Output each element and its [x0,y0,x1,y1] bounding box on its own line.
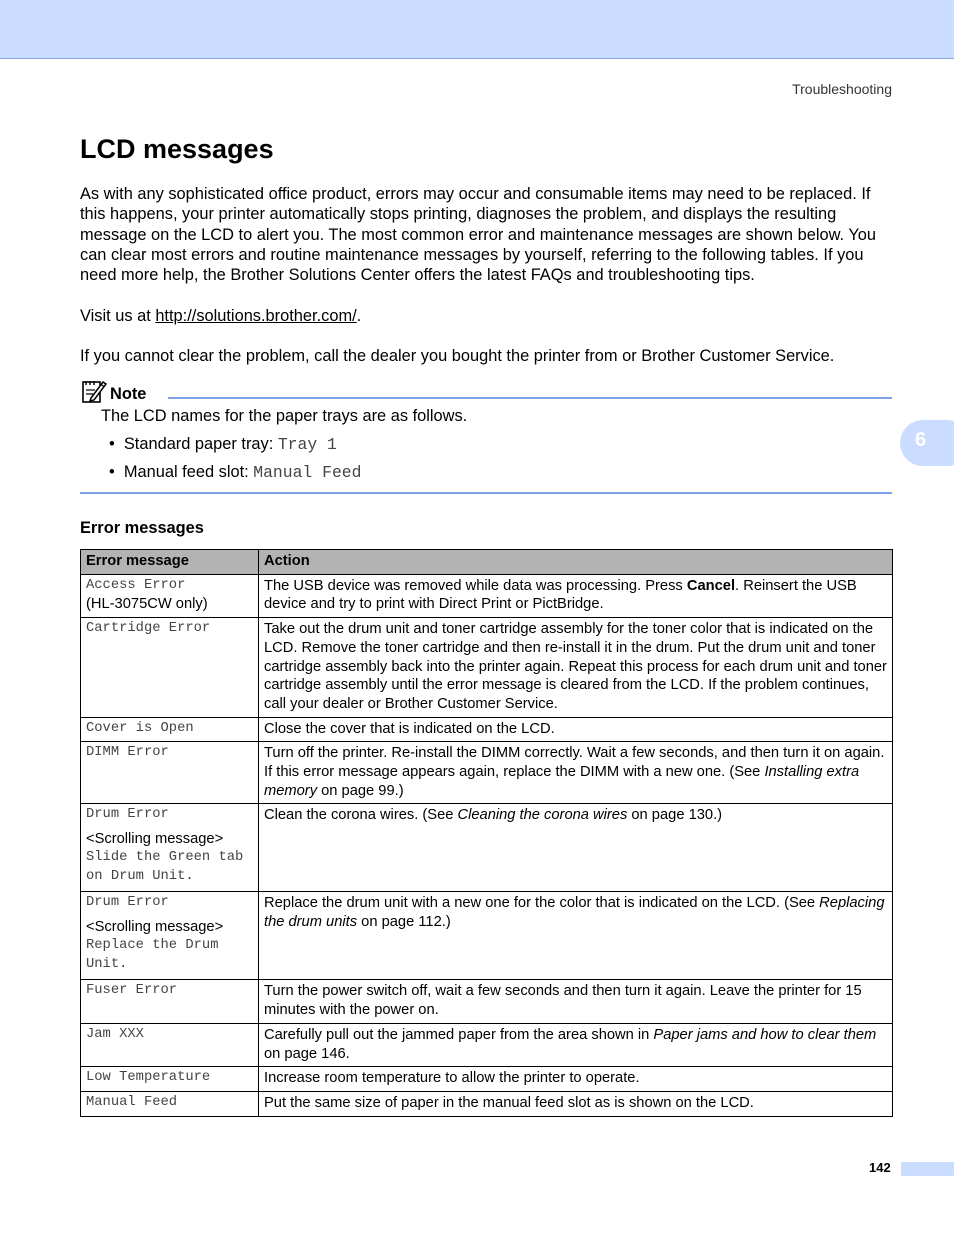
table-row [81,1023,893,1066]
table-row [81,717,893,742]
action-cell: Take out the drum unit and toner cartridge assembly for the toner color that is indicated on the LCD. Remove the toner cartridge and then re-install it in the drum. Put the drum unit and toner cartridge assembly back into the printer again. Repeat this process for each drum unit and toner cartridge assembly until the error message is cleared from the LCD. If the problem continues, call your dealer or Brother Customer Service. [259,618,893,718]
error-code: Drum Error [86,895,169,911]
note-label: Note [110,385,147,403]
table-row [81,742,893,804]
chapter-number: 6 [915,429,927,451]
table-row [81,618,893,718]
action-cell [259,742,893,804]
section-heading: Error messages [80,519,204,537]
page-number-bar [901,1162,954,1176]
error-cell [81,892,259,980]
page-title: LCD messages [80,134,274,164]
table-row [81,892,893,980]
bullet-standard-tray: • Standard paper tray: Tray 1 [109,435,337,454]
error-cell [81,1091,259,1116]
table-header-row [81,550,893,575]
error-code: DIMM Error [86,745,169,761]
action-text: on page 112.) [357,914,451,931]
cross-reference[interactable]: Replacing the drum units [264,895,885,931]
scrolling-label: <Scrolling message> [86,919,224,936]
error-cell [81,742,259,804]
cross-reference[interactable]: Installing extra memory [264,764,860,799]
error-note: (HL-3075CW only) [86,596,208,613]
error-code: Fuser Error [86,983,178,999]
action-text: The USB device was removed while data was processing. Press [264,577,687,594]
error-code: Cartridge Error [86,621,211,637]
visit-suffix: . [356,307,362,325]
action-cell [259,804,893,892]
scrolling-message: Slide the Green tab on Drum Unit. [86,849,244,884]
column-header: Action [259,550,893,575]
action-cell: Close the cover that is indicated on the LCD. [259,717,893,742]
error-cell [81,980,259,1023]
error-code: Jam XXX [86,1026,144,1042]
action-text: Carefully pull out the jammed paper from the area shown in [264,1026,654,1043]
table-row [81,804,893,892]
error-cell [81,618,259,718]
action-text: Clean the corona wires. (See [264,807,458,824]
cross-reference[interactable]: Paper jams and how to clear them [653,1026,877,1043]
error-cell [81,804,259,892]
intro-paragraph: As with any sophisticated office product, errors may occur and consumable items may need to be replaced. If this happens, your printer automatically stops printing, diagnoses the problem, and displays the resulting message on the LCD to alert you. The most common error and maintenance messages are shown below. You can clear most errors and routine maintenance messages by yourself, referring to the following tables. If you need more help, the Brother Solutions Center offers the latest FAQs and troubleshooting tips. [80,185,876,285]
action-text: on page 146. [264,1045,350,1062]
error-code: Manual Feed [86,1094,178,1110]
error-cell [81,1023,259,1066]
error-code: Access Error [86,577,186,593]
note-icon [81,378,107,404]
note-text: The LCD names for the paper trays are as follows. [101,407,468,425]
action-cell: Put the same size of paper in the manual feed slot as is shown on the LCD. [259,1091,893,1116]
cross-reference[interactable]: Cleaning the corona wires [457,807,628,824]
action-cell [259,1023,893,1066]
running-title: Troubleshooting [792,81,892,97]
cancel-key: Cancel [686,577,736,594]
dealer-paragraph: If you cannot clear the problem, call the dealer you bought the printer from or Brother Customer Service. [80,347,835,365]
action-cell [259,892,893,980]
column-header: Error message [81,550,259,575]
error-cell [81,574,259,617]
scrolling-message: Replace the Drum Unit. [86,937,219,972]
error-cell [81,1067,259,1092]
table-row [81,1091,893,1116]
error-messages-table [80,549,893,1117]
action-cell: Increase room temperature to allow the printer to operate. [259,1067,893,1092]
bullet-label: Manual feed slot: [123,463,254,481]
error-code: Drum Error [86,807,169,823]
header-band [0,0,954,59]
action-cell [259,574,893,617]
action-text: Turn off the printer. Re-install the DIMM correctly. Wait a few seconds, and then turn it on again. If this error message appears again, replace the DIMM with a new one. (See [264,745,885,781]
solutions-link[interactable]: http://solutions.brother.com/ [155,307,357,325]
note-rule [168,397,892,399]
scrolling-label: <Scrolling message> [86,831,224,848]
action-text: . Reinsert the USB device and try to print with Direct Print or PictBridge. [264,577,857,613]
note-bottom-rule [80,492,892,494]
error-code: Low Temperature [86,1070,211,1086]
visit-line [80,306,900,326]
lcd-name: Tray 1 [277,435,337,454]
error-cell [81,717,259,742]
table-row [81,980,893,1023]
table-row [81,574,893,617]
table-row [81,1067,893,1092]
chapter-tab[interactable] [900,420,954,466]
action-cell: Turn the power switch off, wait a few seconds and then turn it again. Leave the printer for 15 minutes with the power on. [259,980,893,1023]
action-text: Replace the drum unit with a new one for the color that is indicated on the LCD. (See [264,895,820,912]
bullet-manual-feed: • Manual feed slot: Manual Feed [109,463,362,482]
action-text: on page 99.) [317,782,404,799]
action-text: on page 130.) [627,807,723,824]
visit-prefix: Visit us at [80,307,156,325]
lcd-name: Manual Feed [253,463,362,482]
error-code: Cover is Open [86,720,194,736]
page-number: 142 [869,1160,891,1175]
bullet-label: Standard paper tray: [123,435,278,453]
